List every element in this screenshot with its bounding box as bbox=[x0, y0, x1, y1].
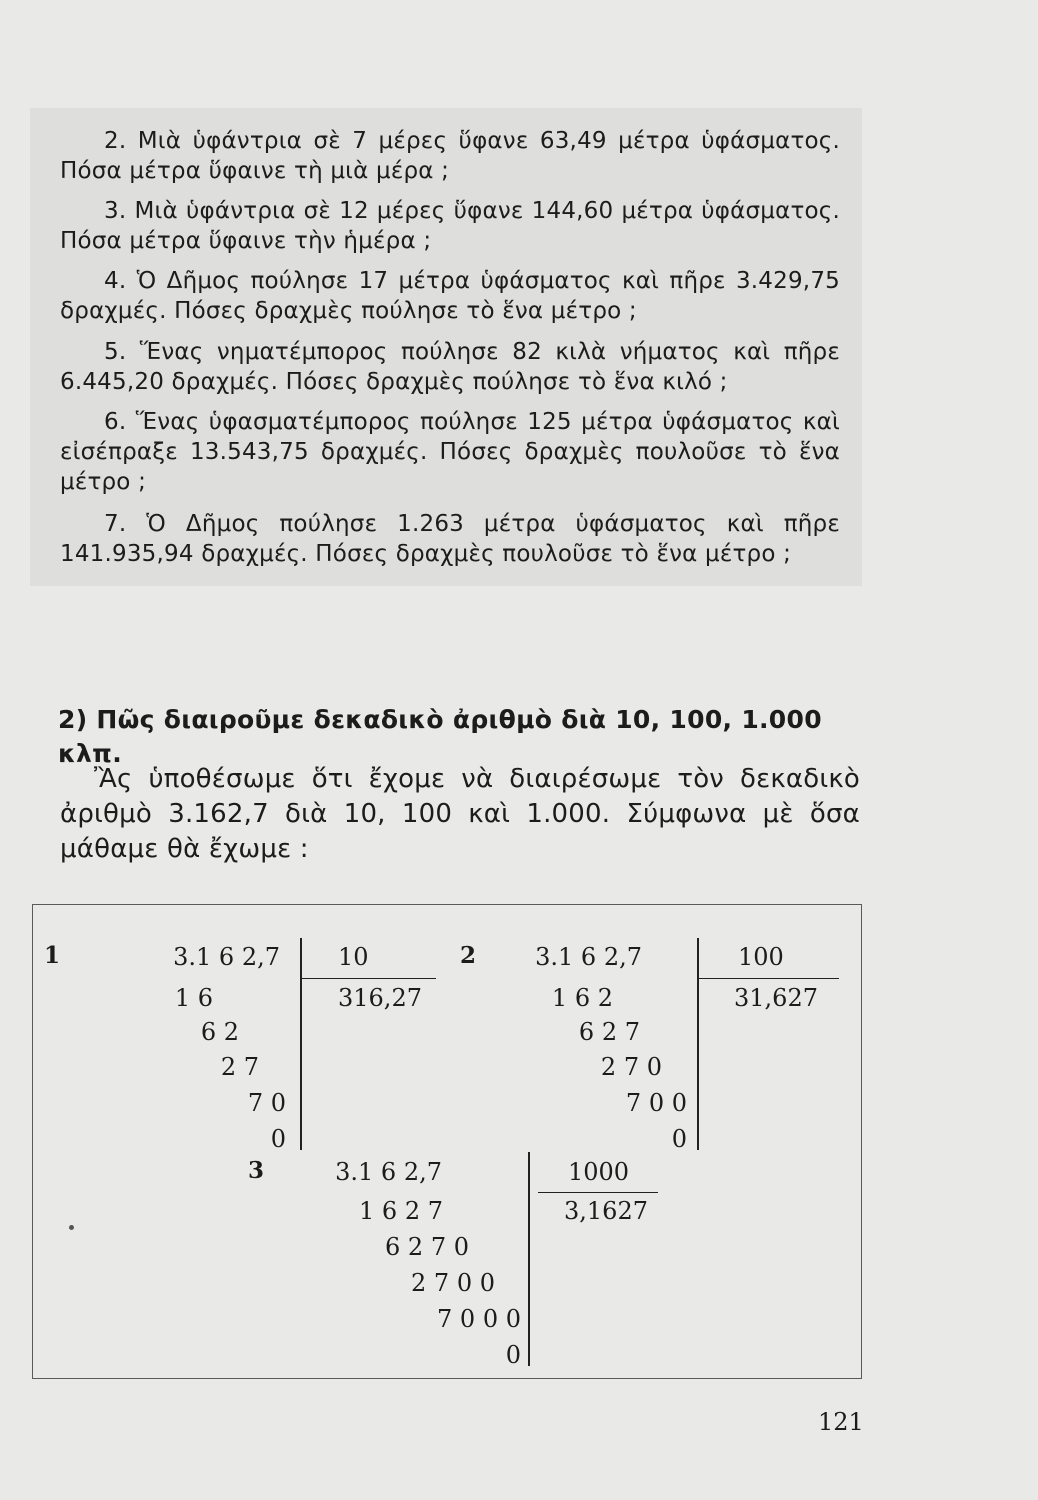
division-1-dividend: 3.1 6 2,7 bbox=[173, 943, 280, 971]
exercise-2: 2. Μιὰ ὑφάντρια σὲ 7 μέρες ὕφανε 63,49 μέτρα ὑφάσματος. Πόσα μέτρα ὕφαινε τὴ μιὰ μέρα ; bbox=[60, 128, 840, 184]
division-1-rule bbox=[300, 978, 436, 979]
division-3-rule bbox=[538, 1192, 658, 1193]
division-2-remainder-5: 0 bbox=[671, 1125, 687, 1153]
division-3-remainder-4: 7 0 0 0 bbox=[437, 1305, 521, 1333]
division-2-bar bbox=[697, 938, 699, 1150]
division-2-remainder-1: 1 6 2 bbox=[551, 984, 613, 1012]
division-3-quotient: 3,1627 bbox=[564, 1197, 648, 1225]
division-3-bar bbox=[528, 1152, 530, 1366]
division-2-quotient: 31,627 bbox=[734, 984, 818, 1012]
division-3-label: 3 bbox=[248, 1157, 265, 1184]
exercise-4: 4. Ὁ Δῆμος πούλησε 17 μέτρα ὑφάσματος καὶ πῆρε 3.429,75 δραχμές. Πόσες δραχμὲς πούλησε τὸ ἕνα μέτρο ; bbox=[60, 268, 840, 324]
exercise-3: 3. Μιὰ ὑφάντρια σὲ 12 μέρες ὕφανε 144,60 μέτρα ὑφάσματος. Πόσα μέτρα ὕφαινε τὴν ἡμέρα ; bbox=[60, 198, 840, 254]
division-2-label: 2 bbox=[460, 942, 477, 969]
division-2-dividend: 3.1 6 2,7 bbox=[535, 943, 642, 971]
division-3-divisor: 1000 bbox=[568, 1158, 630, 1186]
division-3-remainder-1: 1 6 2 7 bbox=[359, 1197, 443, 1225]
division-1-remainder-2: 6 2 bbox=[200, 1018, 239, 1046]
division-3-remainder-3: 2 7 0 0 bbox=[411, 1269, 495, 1297]
division-3-dividend: 3.1 6 2,7 bbox=[335, 1158, 442, 1186]
division-1-divisor: 10 bbox=[338, 943, 369, 971]
exercise-7: 7. Ὁ Δῆμος πούλησε 1.263 μέτρα ὑφάσματος καὶ πῆρε 141.935,94 δραχμές. Πόσες δραχμὲς πουλοῦσε τὸ ἕνα μέτρο ; bbox=[60, 511, 840, 567]
exercise-5: 5. Ἕνας νηματέμπορος πούλησε 82 κιλὰ νήματος καὶ πῆρε 6.445,20 δραχμές. Πόσες δραχμὲς πούλησε τὸ ἕνα κιλό ; bbox=[60, 339, 840, 395]
division-1-remainder-3: 2 7 bbox=[220, 1053, 259, 1081]
division-1-remainder-5: 0 bbox=[270, 1125, 286, 1153]
division-2-remainder-4: 7 0 0 bbox=[625, 1089, 687, 1117]
division-1-remainder-1: 1 6 bbox=[174, 984, 213, 1012]
division-2-remainder-2: 6 2 7 bbox=[578, 1018, 640, 1046]
bullet-dot-mark bbox=[69, 1225, 74, 1230]
division-2-rule bbox=[697, 978, 839, 979]
division-1-label: 1 bbox=[44, 942, 61, 969]
division-1-bar bbox=[300, 938, 302, 1150]
division-3-remainder-2: 6 2 7 0 bbox=[385, 1233, 469, 1261]
page-number: 121 bbox=[818, 1408, 864, 1436]
division-2-divisor: 100 bbox=[738, 943, 784, 971]
division-1-quotient: 316,27 bbox=[338, 984, 422, 1012]
division-2-remainder-3: 2 7 0 bbox=[600, 1053, 662, 1081]
division-3-remainder-5: 0 bbox=[505, 1341, 521, 1369]
section-heading: 2) Πῶς διαιροῦμε δεκαδικὸ ἀριθμὸ διὰ 10, 100, 1.000 κλπ. bbox=[58, 705, 822, 768]
division-1-remainder-4: 7 0 bbox=[247, 1089, 286, 1117]
section-intro: Ἂς ὑποθέσωμε ὅτι ἔχομε νὰ διαιρέσωμε τὸν δεκαδικὸ ἀριθμὸ 3.162,7 διὰ 10, 100 καὶ 1.000. Σύμφωνα μὲ ὅσα μάθαμε θὰ ἔχωμε : bbox=[60, 764, 860, 864]
exercise-6: 6. Ἕνας ὑφασματέμπορος πούλησε 125 μέτρα ὑφάσματος καὶ εἰσέπραξε 13.543,75 δραχμές. Πόσες δραχμὲς πουλοῦσε τὸ ἕνα μέτρο ; bbox=[60, 409, 840, 495]
